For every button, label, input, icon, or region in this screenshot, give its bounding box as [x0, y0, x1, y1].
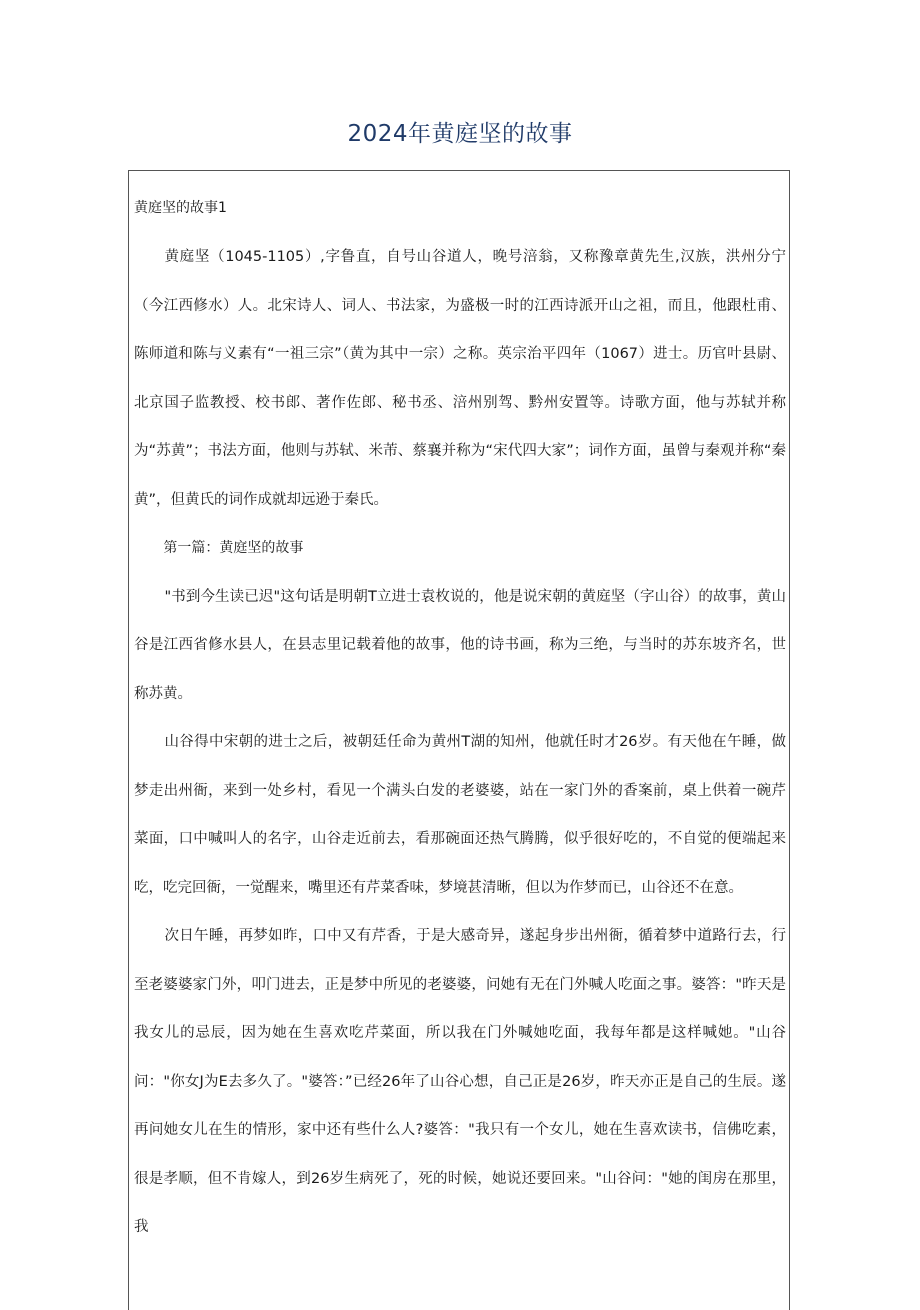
document-title: 2024年黄庭坚的故事: [347, 121, 573, 147]
story-paragraph: 山谷得中宋朝的进士之后，被朝廷任命为黄州T湖的知州，他就任时才26岁。有天他在午睡，做梦走出州衙，来到一处乡村，看见一个满头白发的老婆婆，站在一家门外的香案前，桌上供着一碗芹菜面，口中喊叫人的名字，山谷走近前去，看那碗面还热气腾腾，似乎很好吃的，不自觉的便端起来吃，吃完回衙，一觉醒来，嘴里还有芹菜香味，梦境甚清晰，但以为作梦而已，山谷还不在意。: [134, 734, 786, 896]
story-paragraph: "书到今生读已迟"这句话是明朝T立进士袁枚说的，他是说宋朝的黄庭坚（字山谷）的故事，黄山谷是江西省修水县人，在县志里记载着他的故事，他的诗书画，称为三绝，与当时的苏东坡齐名，世称苏黄。: [134, 588, 786, 702]
section-heading: 黄庭坚的故事1: [134, 200, 227, 216]
document-body: [134, 171, 786, 1252]
chapter-subheading: 第一篇：黄庭坚的故事: [163, 540, 304, 556]
content-frame: [128, 170, 790, 1310]
intro-paragraph: 黄庭坚（1045-1105）,字鲁直，自号山谷道人，晚号涪翁，又称豫章黄先生,汉族，洪州分宁（今江西修水）人。北宋诗人、词人、书法家，为盛极一时的江西诗派开山之祖，而且，他跟杜甫、陈师道和陈与义素有“一祖三宗”（黄为其中一宗）之称。英宗治平四年（1067）进士。历官叶县尉、北京国子监教授、校书郎、著作佐郎、秘书丞、涪州别驾、黔州安置等。诗歌方面，他与苏轼并称为“苏黄”；书法方面，他则与苏轼、米芾、蔡襄并称为“宋代四大家”；词作方面，虽曾与秦观并称“秦黄”，但黄氏的词作成就却远逊于秦氏。: [134, 249, 786, 508]
story-paragraph: 次日午睡，再梦如昨，口中又有芹香，于是大感奇异，遂起身步出州衙，循着梦中道路行去，行至老婆婆家门外，叩门进去，正是梦中所见的老婆婆，问她有无在门外喊人吃面之事。婆答："昨天是我女儿的忌辰，因为她在生喜欢吃芹菜面，所以我在门外喊她吃面，我每年都是这样喊她。"山谷问："你女J为E去多久了。"婆答：”已经26年了山谷心想，自己正是26岁，昨天亦正是自己的生辰。遂再问她女儿在生的情形，家中还有些什么人?婆答："我只有一个女儿，她在生喜欢读书，信佛吃素，很是孝顺，但不肯嫁人，到26岁生病死了，死的时候，她说还要回来。"山谷问："她的闺房在那里，我: [134, 928, 786, 1235]
